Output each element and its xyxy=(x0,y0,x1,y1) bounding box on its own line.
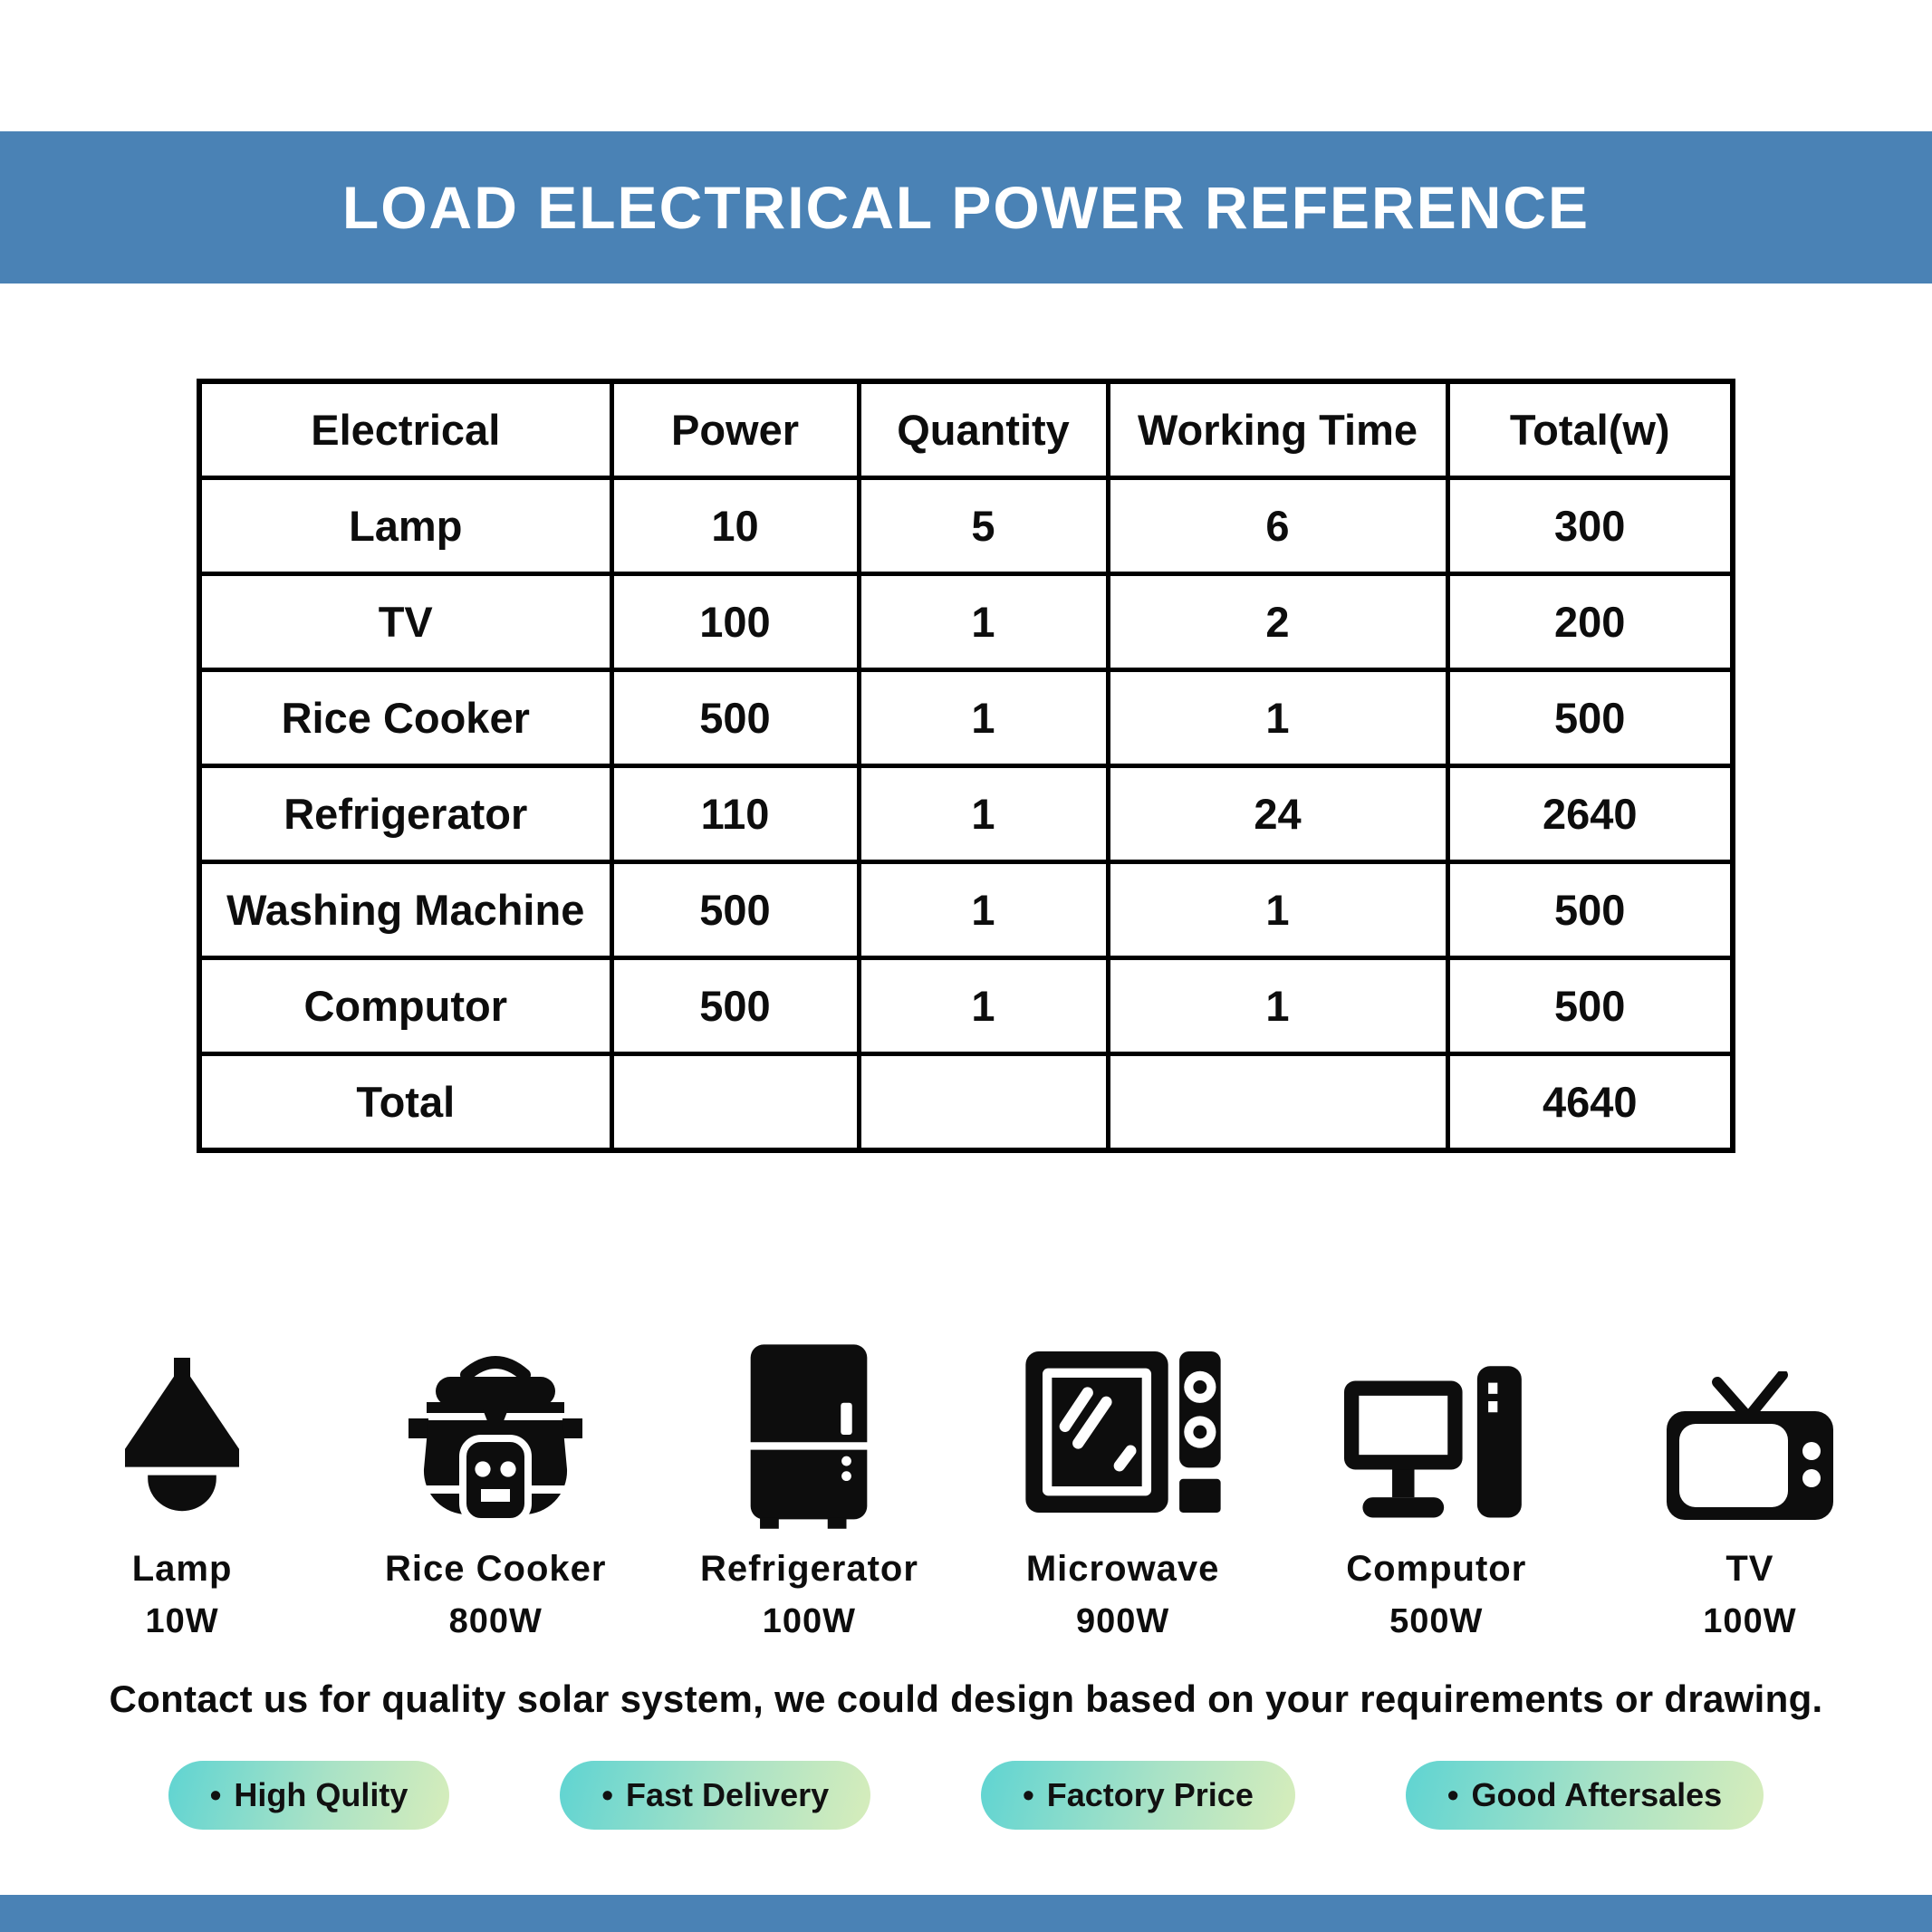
badge-high-quality xyxy=(168,1761,450,1830)
table-cell: Total xyxy=(199,1054,611,1151)
rice-cooker-icon xyxy=(405,1348,586,1529)
bullet-icon: • xyxy=(1447,1776,1459,1813)
table-cell: 10 xyxy=(611,478,859,574)
table-cell: 24 xyxy=(1108,766,1447,862)
table-cell: 200 xyxy=(1447,574,1733,670)
appliance-name: Computor xyxy=(1346,1549,1527,1589)
badge-label: High Qulity xyxy=(234,1776,409,1813)
appliance-power: 100W xyxy=(1703,1602,1797,1640)
table-cell: Computor xyxy=(199,958,611,1054)
table-cell: 500 xyxy=(1447,862,1733,958)
table-cell: TV xyxy=(199,574,611,670)
header-band xyxy=(0,131,1932,284)
power-reference-table xyxy=(197,379,1735,1153)
appliance-name: Lamp xyxy=(131,1549,233,1589)
bottom-accent-band xyxy=(0,1895,1932,1932)
badge-factory-price xyxy=(981,1761,1295,1830)
appliance-name: Microwave xyxy=(1025,1549,1220,1589)
appliance-name: Rice Cooker xyxy=(385,1549,607,1589)
table-cell: 1 xyxy=(859,862,1108,958)
column-header-quantity: Quantity xyxy=(859,381,1108,478)
column-header-power: Power xyxy=(611,381,859,478)
computer-icon xyxy=(1344,1366,1529,1529)
contact-text: Contact us for quality solar system, we could design based on your requirements or drawing. xyxy=(109,1677,1823,1720)
appliance-power: 900W xyxy=(1075,1602,1170,1640)
table-cell: 500 xyxy=(1447,958,1733,1054)
column-header-electrical: Electrical xyxy=(199,381,611,478)
appliance-power: 500W xyxy=(1389,1602,1484,1640)
table-cell xyxy=(611,1054,859,1151)
table-row-tv xyxy=(199,574,1733,670)
table-row-rice-cooker xyxy=(199,670,1733,766)
appliance-icon-row xyxy=(25,1335,1907,1641)
table-cell: Refrigerator xyxy=(199,766,611,862)
table-header-row xyxy=(199,381,1733,478)
appliance-name: TV xyxy=(1725,1549,1774,1589)
appliance-tv xyxy=(1593,1335,1907,1641)
power-reference-table-wrap xyxy=(197,379,1735,1153)
table-cell: 2 xyxy=(1108,574,1447,670)
table-cell: Washing Machine xyxy=(199,862,611,958)
table-cell: 1 xyxy=(1108,670,1447,766)
table-cell: 2640 xyxy=(1447,766,1733,862)
table-cell: 500 xyxy=(611,670,859,766)
table-row-washing-machine xyxy=(199,862,1733,958)
table-cell: 4640 xyxy=(1447,1054,1733,1151)
table-cell: 1 xyxy=(1108,862,1447,958)
column-header-total: Total(w) xyxy=(1447,381,1733,478)
badge-fast-delivery xyxy=(560,1761,870,1830)
table-cell: 1 xyxy=(859,766,1108,862)
column-header-working-time: Working Time xyxy=(1108,381,1447,478)
badge-label: Fast Delivery xyxy=(626,1776,830,1813)
table-cell: Lamp xyxy=(199,478,611,574)
appliance-computer xyxy=(1280,1335,1593,1641)
tv-icon xyxy=(1659,1371,1841,1529)
badge-label: Good Aftersales xyxy=(1471,1776,1723,1813)
table-cell: 500 xyxy=(611,862,859,958)
appliance-refrigerator xyxy=(652,1335,966,1641)
appliance-name: Refrigerator xyxy=(699,1549,918,1589)
appliance-lamp xyxy=(25,1335,339,1641)
appliance-microwave xyxy=(966,1335,1280,1641)
table-cell: 500 xyxy=(1447,670,1733,766)
table-row-total xyxy=(199,1054,1733,1151)
badge-label: Factory Price xyxy=(1046,1776,1254,1813)
refrigerator-icon xyxy=(734,1341,884,1529)
table-row-refrigerator xyxy=(199,766,1733,862)
lamp-icon xyxy=(101,1350,264,1529)
table-cell: 110 xyxy=(611,766,859,862)
table-cell xyxy=(1108,1054,1447,1151)
feature-badges xyxy=(0,1761,1932,1830)
table-cell: 6 xyxy=(1108,478,1447,574)
table-row-lamp xyxy=(199,478,1733,574)
appliance-rice-cooker xyxy=(339,1335,652,1641)
table-cell: 100 xyxy=(611,574,859,670)
table-cell: 1 xyxy=(859,670,1108,766)
badge-good-aftersales xyxy=(1406,1761,1764,1830)
table-cell: 1 xyxy=(859,574,1108,670)
table-cell xyxy=(859,1054,1108,1151)
page-title: LOAD ELECTRICAL POWER REFERENCE xyxy=(341,174,1591,241)
bullet-icon: • xyxy=(1023,1776,1034,1813)
appliance-power: 100W xyxy=(762,1602,857,1640)
appliance-power: 10W xyxy=(145,1602,219,1640)
table-cell: 300 xyxy=(1447,478,1733,574)
table-cell: 5 xyxy=(859,478,1108,574)
table-row-computer xyxy=(199,958,1733,1054)
table-cell: 1 xyxy=(1108,958,1447,1054)
table-cell: Rice Cooker xyxy=(199,670,611,766)
bullet-icon: • xyxy=(601,1776,613,1813)
table-cell: 500 xyxy=(611,958,859,1054)
appliance-power: 800W xyxy=(448,1602,543,1640)
bullet-icon: • xyxy=(209,1776,222,1813)
microwave-icon xyxy=(1025,1351,1221,1513)
table-cell: 1 xyxy=(859,958,1108,1054)
